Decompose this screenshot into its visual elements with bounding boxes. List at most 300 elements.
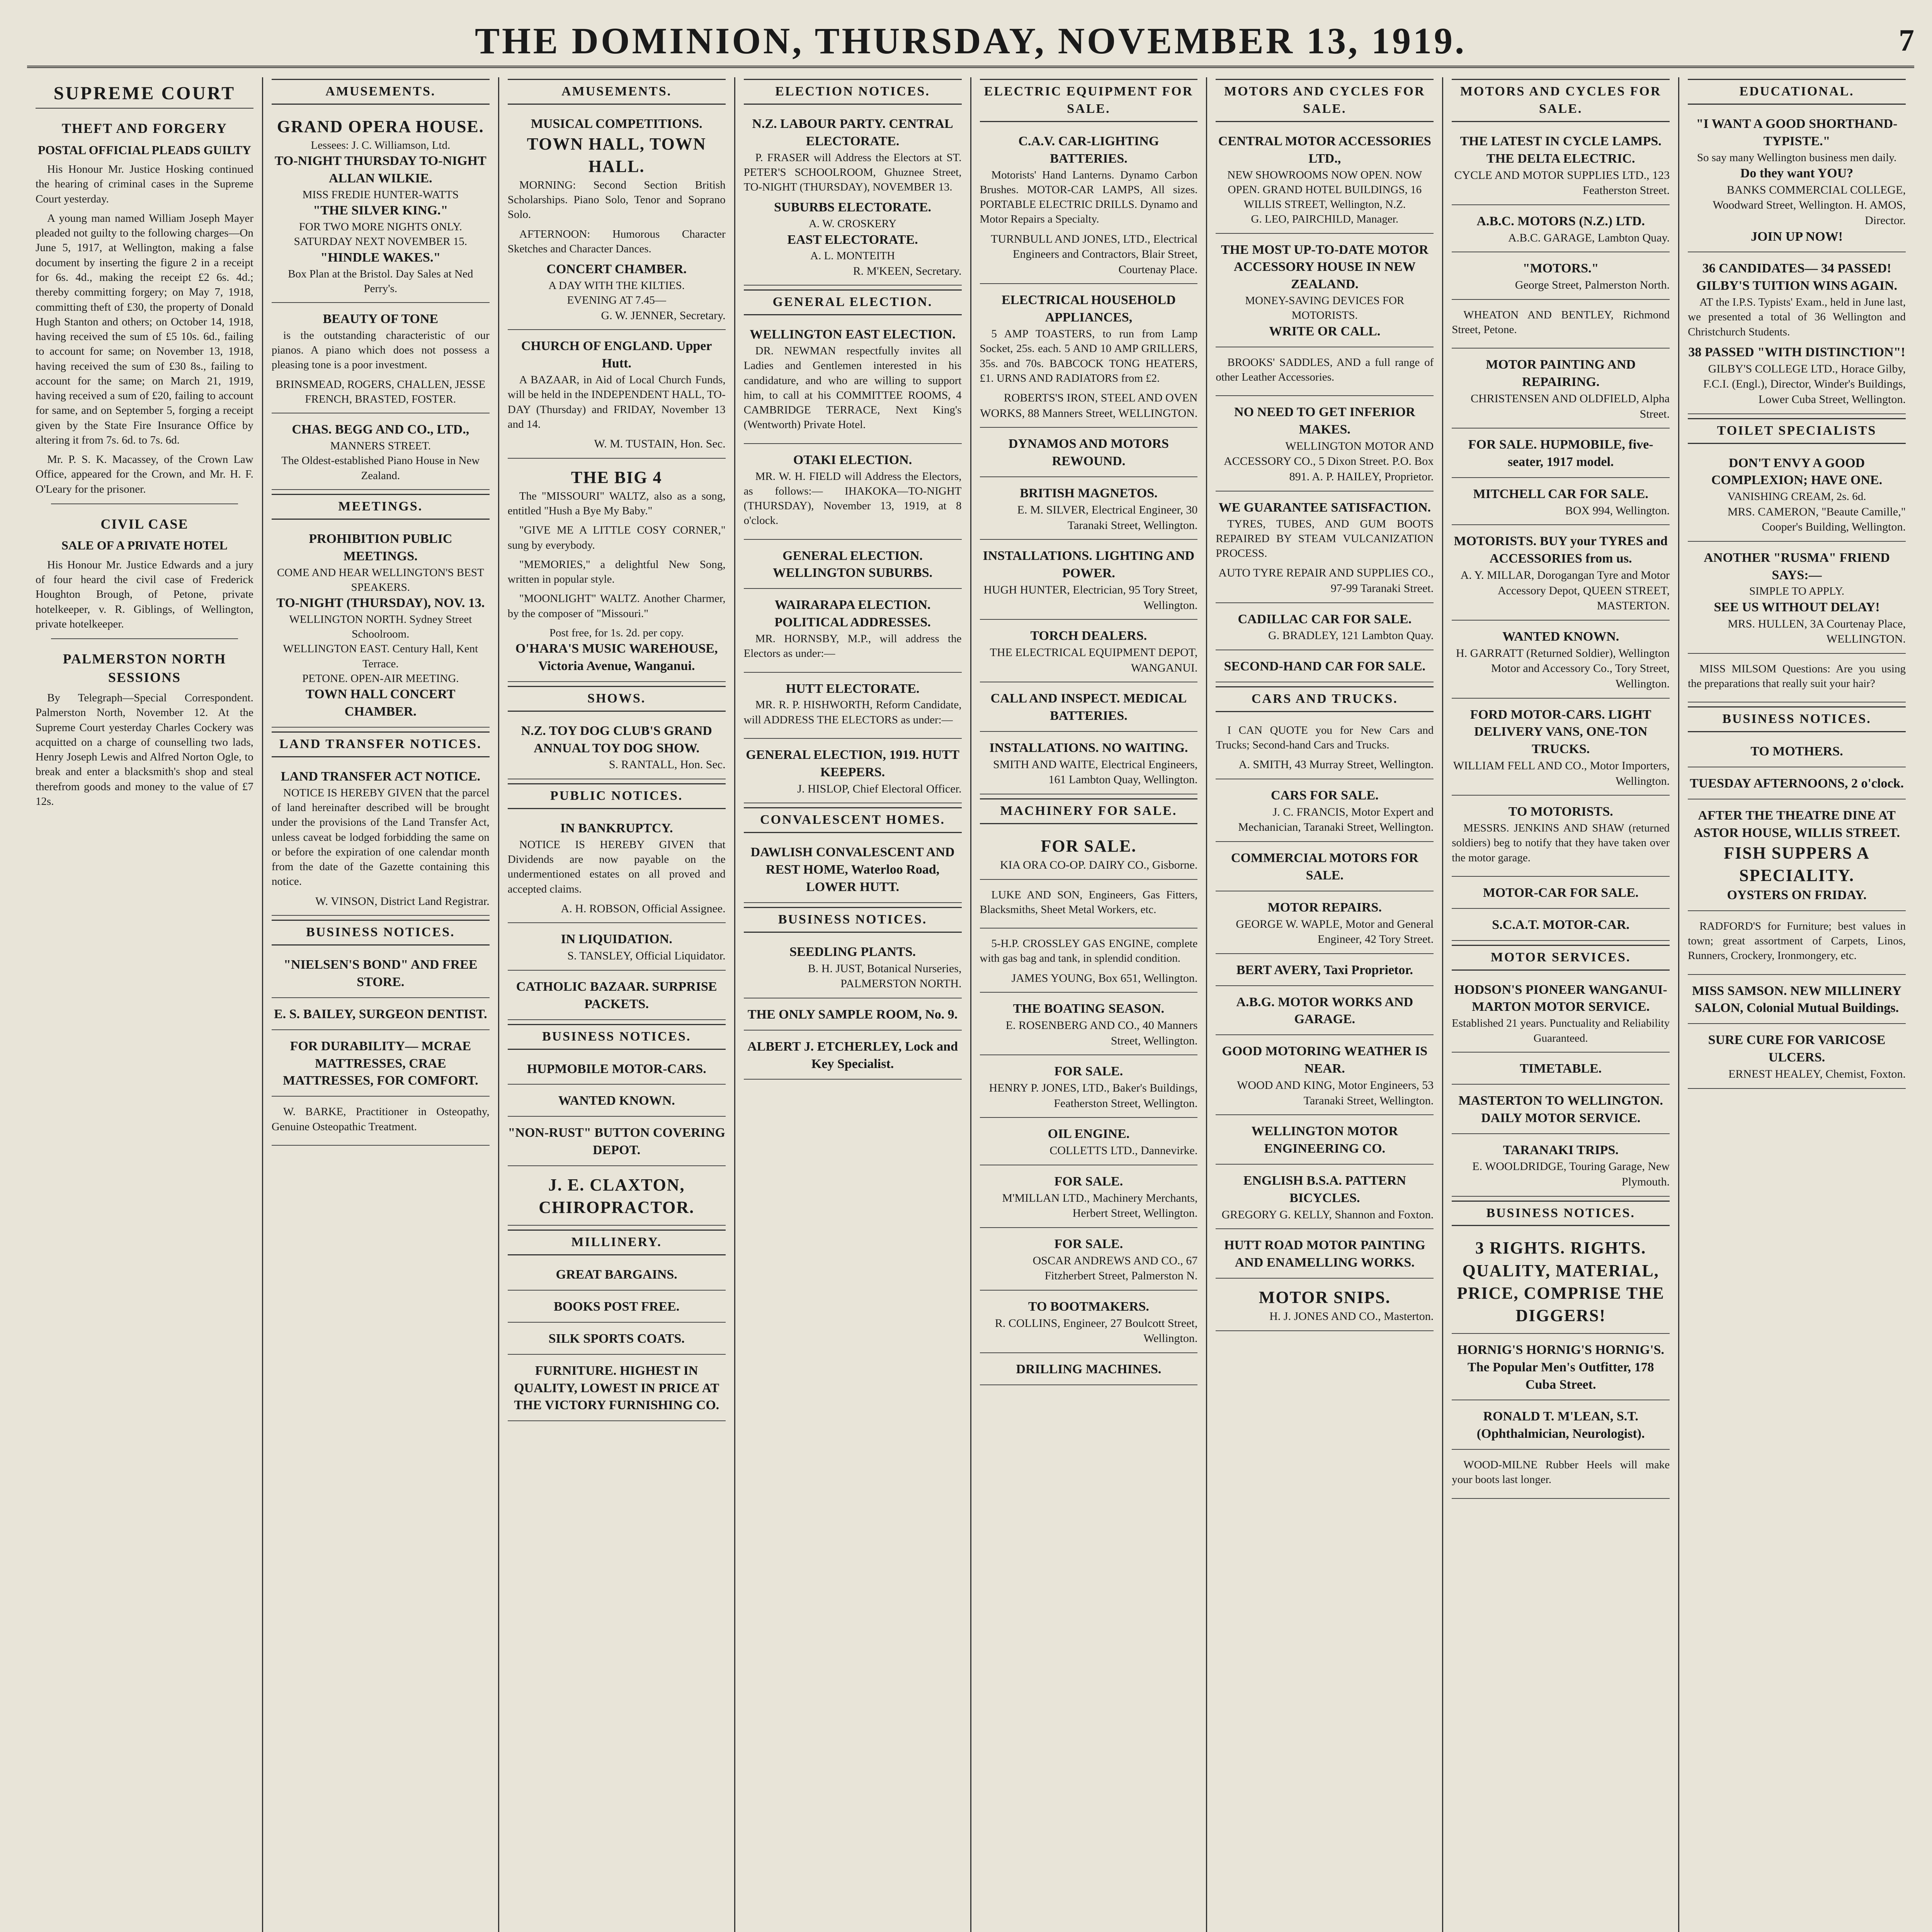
ad-title: J. E. CLAXTON, CHIROPRACTOR. [539, 1175, 695, 1217]
ad-body: 5-H.P. CROSSLEY GAS ENGINE, complete with gas bag and tank, in splendid condition. [980, 937, 1198, 965]
ad-line: BRINSMEAD, ROGERS, CHALLEN, JESSE FRENCH, BRASTED, FOSTER. [276, 378, 486, 405]
advertisement [272, 112, 490, 303]
ad-body: NOTICE IS HEREBY GIVEN that Dividends are now payable on the undermentioned estates on all proved and accepted claims. [507, 838, 726, 895]
ad-line: EAST ELECTORATE. [787, 232, 918, 247]
column-header: GENERAL ELECTION. [744, 289, 962, 315]
ad-line: WELLINGTON EAST. Century Hall, Kent Terrace. [283, 643, 478, 670]
advertisement [1688, 979, 1906, 1024]
ad-title: "I WANT A GOOD SHORTHAND-TYPISTE." [1696, 116, 1898, 148]
ad-title: DAWLISH CONVALESCENT AND REST HOME, Waterloo Road, LOWER HUTT. [750, 845, 955, 894]
column-header: TOILET SPECIALISTS [1688, 418, 1906, 444]
ad-signature: E. ROSENBERG AND CO., 40 Manners Street, Wellington. [1005, 1019, 1198, 1047]
ad-title: C.A.V. CAR-LIGHTING BATTERIES. [1018, 134, 1159, 166]
column-header: MOTOR SERVICES. [1452, 945, 1670, 971]
advertisement [272, 764, 490, 916]
advertisement [1216, 495, 1434, 603]
ad-line: Do they want YOU? [1740, 166, 1854, 180]
ad-title: MOTOR-CAR FOR SALE. [1483, 885, 1639, 900]
ad-signature: S. RANTALL, Hon. Sec. [609, 758, 726, 771]
ad-title: MASTERTON TO WELLINGTON. DAILY MOTOR SERVICE. [1458, 1093, 1663, 1125]
ad-title: TUESDAY AFTERNOONS, 2 o'clock. [1690, 776, 1904, 791]
ad-title: CADILLAC CAR FOR SALE. [1238, 612, 1412, 626]
ad-signature: WELLINGTON MOTOR AND ACCESSORY CO., 5 Dixon Street. P.O. Box 891. A. P. HAILEY, Proprietor. [1224, 439, 1434, 483]
column-electric-equipment [971, 77, 1208, 1932]
ad-line: A DAY WITH THE KILTIES. [548, 279, 685, 292]
ad-title: CALL AND INSPECT. MEDICAL BATTERIES. [990, 691, 1187, 723]
ad-body: 5 AMP TOASTERS, to run from Lamp Socket, 25s. each. 5 AND 10 AMP GRILLERS, 35s. and 70s. BABCOCK TONG HEATERS, £1. URNS AND RADIATORS from £2. [980, 328, 1198, 384]
column-header: PUBLIC NOTICES. [508, 783, 726, 809]
ad-signature: A. SMITH, 43 Murray Street, Wellington. [1238, 758, 1434, 771]
ad-title: HUTT ROAD MOTOR PAINTING AND ENAMELLING WORKS. [1224, 1238, 1425, 1270]
ad-line: "THE SILVER KING." [313, 203, 448, 218]
ad-signature: M'MILLAN LTD., Machinery Merchants, Herbert Street, Wellington. [1002, 1191, 1198, 1220]
advertisement [508, 1057, 726, 1085]
advertisement [1216, 958, 1434, 986]
ad-title: SEEDLING PLANTS. [789, 944, 916, 959]
advertisement [1452, 256, 1670, 299]
advertisement [744, 112, 962, 286]
ad-title: CATHOLIC BAZAAR. SURPRISE PACKETS. [516, 979, 717, 1011]
ad-title: THE BIG 4 [571, 468, 662, 487]
ad-body: BROOKS' SADDLES, AND a full range of other Leather Accessories. [1216, 356, 1434, 383]
ad-title: MOTOR SNIPS. [1259, 1288, 1391, 1307]
ad-title: LAND TRANSFER ACT NOTICE. [281, 769, 481, 784]
column-header: CARS AND TRUCKS. [1216, 686, 1434, 712]
advertisement [744, 840, 962, 903]
ad-body: P. FRASER will Address the Electors at ST. PETER'S SCHOOLROOM, Ghuznee Street, TO-NIGHT (THURSDAY), NOVEMBER 13. [743, 151, 962, 194]
ad-title: GENERAL ELECTION, 1919. HUTT KEEPERS. [746, 748, 959, 779]
advertisement [508, 975, 726, 1020]
advertisement [980, 544, 1198, 620]
ad-title: ANOTHER "RUSMA" FRIEND SAYS:— [1704, 550, 1890, 582]
article-subheading: SALE OF A PRIVATE HOTEL [61, 538, 228, 553]
ad-signature: GEORGE W. WAPLE, Motor and General Engineer, 42 Tory Street. [1236, 917, 1434, 946]
column-header: BUSINESS NOTICES. [1452, 1201, 1670, 1226]
advertisement [1452, 1454, 1670, 1499]
section-heading: SUPREME COURT [36, 81, 253, 109]
ad-signature: SMITH AND WAITE, Electrical Engineers, 161 Lambton Quay, Wellington. [993, 758, 1198, 786]
ad-title: THE BOATING SEASON. [1013, 1002, 1165, 1016]
advertisement [1452, 1088, 1670, 1134]
ad-body: TYRES, TUBES, AND GUM BOOTS REPAIRED BY STEAM VULCANIZATION PROCESS. [1216, 517, 1434, 560]
ad-signature: OSCAR ANDREWS AND CO., 67 Fitzherbert Street, Palmerston N. [1032, 1254, 1198, 1282]
ad-title: AFTER THE THEATRE DINE AT ASTOR HOUSE, WILLIS STREET. [1694, 808, 1900, 840]
advertisement [508, 1359, 726, 1422]
ad-signature: HENRY P. JONES, LTD., Baker's Buildings, Featherston Street, Wellington. [989, 1082, 1198, 1110]
advertisement [744, 1002, 962, 1031]
advertisement [1452, 482, 1670, 525]
advertisement [272, 307, 490, 413]
column-header: LAND TRANSFER NOTICES. [272, 731, 490, 757]
column-header: MILLINERY. [508, 1230, 726, 1255]
ad-signature: WILLIAM FELL AND CO., Motor Importers, Wellington. [1453, 759, 1670, 787]
advertisement [744, 593, 962, 672]
advertisement [744, 743, 962, 803]
ad-title: WELLINGTON MOTOR ENGINEERING CO. [1251, 1124, 1398, 1156]
ad-title: GENERAL ELECTION. WELLINGTON SUBURBS. [772, 548, 933, 580]
ad-signature: HUGH HUNTER, Electrician, 95 Tory Street, Wellington. [983, 583, 1198, 612]
column-amusements-2 [499, 77, 735, 1932]
ad-title: TIMETABLE. [1520, 1061, 1602, 1076]
ad-line: So say many Wellington business men daily. [1697, 151, 1897, 164]
ad-signature: George Street, Palmerston North. [1515, 279, 1670, 292]
ad-title: TO MOTORISTS. [1508, 804, 1613, 819]
ad-line: EVENING AT 7.45— [567, 294, 666, 307]
advertisement [1216, 1039, 1434, 1115]
article-paragraph: Mr. P. S. K. Macassey, of the Crown Law Office, appeared for the Crown, and Mr. H. F. O'Leary for the prisoner. [36, 453, 253, 495]
ad-signature: GREGORY G. KELLY, Shannon and Foxton. [1221, 1208, 1434, 1221]
ad-title: FORD MOTOR-CARS. LIGHT DELIVERY VANS, ONE-TON TRUCKS. [1470, 707, 1651, 757]
masthead [27, 15, 1914, 68]
ad-line: FISH SUPPERS A SPECIALITY. [1724, 843, 1870, 885]
column-supreme-court [27, 77, 263, 1932]
ad-signature: R. M'KEEN, Secretary. [853, 264, 962, 277]
ad-line: JOIN UP NOW! [1751, 229, 1843, 244]
advertisement [980, 932, 1198, 993]
advertisement [1452, 881, 1670, 909]
ad-title: 3 RIGHTS. RIGHTS. QUALITY, MATERIAL, PRICE, COMPRISE THE DIGGERS! [1457, 1238, 1665, 1325]
ad-signature: J. HISLOP, Chief Electoral Officer. [797, 782, 962, 795]
ad-title: MUSICAL COMPETITIONS. [531, 116, 702, 131]
advertisement [980, 1169, 1198, 1228]
ad-title: DRILLING MACHINES. [1016, 1362, 1162, 1376]
column-amusements-1 [263, 77, 499, 1932]
ad-signature: ERNEST HEALEY, Chemist, Foxton. [1728, 1068, 1906, 1081]
ad-title: GRAND OPERA HOUSE. [277, 117, 484, 136]
article-paragraph: His Honour Mr. Justice Hosking continued the hearing of criminal cases in the Supreme Court yesterday. [36, 163, 253, 205]
ad-line: SEE US WITHOUT DELAY! [1714, 600, 1880, 614]
advertisement [508, 1088, 726, 1117]
ad-title: CENTRAL MOTOR ACCESSORIES LTD., [1218, 134, 1431, 166]
ad-title: HORNIG'S HORNIG'S HORNIG'S. The Popular Men's Outfitter, 178 Cuba Street. [1457, 1342, 1664, 1392]
ad-signature: COLLETTS LTD., Dannevirke. [1049, 1144, 1198, 1157]
advertisement [1452, 529, 1670, 621]
ad-signature: BANKS COMMERCIAL COLLEGE, Woodward Street, Wellington. H. AMOS, Director. [1713, 183, 1906, 227]
advertisement [1688, 256, 1906, 414]
ad-line: "HINDLE WAKES." [320, 250, 441, 265]
advertisement [1688, 739, 1906, 767]
ad-title: FOR DURABILITY— MCRAE MATTRESSES, CRAE MATTRESSES, FOR COMFORT. [282, 1039, 478, 1088]
ad-line: TO-NIGHT (THURSDAY), NOV. 13. [276, 596, 485, 611]
ad-line: ALLAN WILKIE. [328, 171, 432, 186]
ad-body: NOTICE IS HEREBY GIVEN that the parcel of land hereinafter described will be brought under the provisions of the Land Transfer Act, unless caveat be lodged forbidding the same on or before the expiration of one calendar month from the date of the Gazette containing this notice. [271, 786, 490, 888]
column-header: BUSINESS NOTICES. [1688, 706, 1906, 732]
column-header: MEETINGS. [272, 494, 490, 520]
advertisement [1688, 546, 1906, 654]
ad-signature: H. J. JONES AND CO., Masterton. [1269, 1310, 1434, 1323]
ad-line: SUBURBS ELECTORATE. [774, 200, 931, 215]
ad-title: WANTED KNOWN. [1502, 629, 1619, 644]
ad-line: TOWN HALL CONCERT CHAMBER. [306, 687, 456, 719]
advertisement [1216, 719, 1434, 779]
ad-title: ENGLISH B.S.A. PATTERN BICYCLES. [1243, 1173, 1406, 1205]
column-header: BUSINESS NOTICES. [508, 1024, 726, 1050]
ad-title: PROHIBITION PUBLIC MEETINGS. [309, 531, 452, 563]
ad-title: THE LATEST IN CYCLE LAMPS. THE DELTA ELECTRIC. [1460, 134, 1662, 166]
advertisement [1688, 803, 1906, 911]
advertisement [1452, 1056, 1670, 1085]
column-header: ELECTRIC EQUIPMENT FOR SALE. [980, 79, 1198, 122]
ad-title: NO NEED TO GET INFERIOR MAKES. [1234, 405, 1415, 437]
ad-title: S.C.A.T. MOTOR-CAR. [1492, 917, 1630, 932]
advertisement [1216, 1282, 1434, 1331]
advertisement [508, 112, 726, 330]
ad-title: BEAUTY OF TONE [323, 312, 439, 327]
divider [51, 638, 238, 639]
advertisement [1452, 352, 1670, 429]
advertisement [1216, 400, 1434, 492]
advertisement [980, 1059, 1198, 1118]
masthead-title: THE DOMINION, THURSDAY, NOVEMBER 13, 1919. [474, 20, 1467, 61]
ad-title: MISS SAMSON. NEW MILLINERY SALON, Colonial Mutual Buildings. [1692, 983, 1902, 1015]
ad-signature: AUTO TYRE REPAIR AND SUPPLIES CO., 97-99 Taranaki Street. [1218, 566, 1434, 595]
ad-body: Motorists' Hand Lanterns. Dynamo Carbon Brushes. MOTOR-CAR LAMPS, All sizes. PORTABLE ELECTRIC DRILLS. Dynamo and Motor Repairs a Specialty. [980, 168, 1198, 226]
advertisement [508, 463, 726, 682]
ad-title: RONALD T. M'LEAN, S.T. (Ophthalmician, Neurologist). [1476, 1409, 1645, 1441]
ad-title: INSTALLATIONS. NO WAITING. [989, 740, 1188, 755]
column-header: SHOWS. [508, 686, 726, 712]
advertisement [272, 417, 490, 490]
advertisement [508, 1262, 726, 1291]
advertisement [980, 736, 1198, 794]
ad-body: MR. W. H. FIELD will Address the Electors, as follows:— IHAKOKA—TO-NIGHT (THURSDAY), November 13, 1919, at 8 o'clock. [743, 470, 962, 527]
column-header: CONVALESCENT HOMES. [744, 807, 962, 833]
advertisement [1452, 209, 1670, 252]
advertisement [1688, 915, 1906, 975]
advertisement [1216, 783, 1434, 842]
ad-signature: G. W. JENNER, Secretary. [601, 309, 726, 322]
ad-line: VANISHING CREAM, 2s. 6d. [1727, 490, 1866, 503]
ad-title: TARANAKI TRIPS. [1503, 1143, 1619, 1157]
ad-title: TO BOOTMAKERS. [1028, 1299, 1149, 1314]
advertisement [744, 940, 962, 998]
ad-line: POLITICAL ADDRESSES. [774, 615, 931, 630]
article-heading: THEFT AND FORGERY [61, 121, 227, 136]
ad-title: BERT AVERY, Taxi Proprietor. [1236, 963, 1413, 977]
ad-body: MORNING: Second Section British Scholarships. Piano Solo, Tenor and Soprano Solo. [507, 179, 726, 221]
column-header: EDUCATIONAL. [1688, 79, 1906, 105]
ad-title: CHURCH OF ENGLAND. Upper Hutt. [521, 339, 712, 371]
ad-body: LUKE AND SON, Engineers, Gas Fitters, Blacksmiths, Sheet Metal Workers, etc. [980, 888, 1198, 916]
ad-title: FURNITURE. HIGHEST IN QUALITY, LOWEST IN PRICE AT THE VICTORY FURNISHING CO. [514, 1363, 719, 1413]
column-header: ELECTION NOTICES. [744, 79, 962, 105]
ad-title: BRITISH MAGNETOS. [1020, 486, 1158, 501]
ad-line: FOR TWO MORE NIGHTS ONLY. SATURDAY NEXT NOVEMBER 15. [294, 221, 468, 248]
article-paragraph: His Honour Mr. Justice Edwards and a jury of four heard the civil case of Frederick Houghton Brough, of Petone, private hotelkeeper, v. R. Giblings, of Wellington, private hotelkeeper. [36, 558, 253, 630]
ad-body: "MEMORIES," a delightful New Song, written in popular style. [507, 558, 726, 586]
advertisement [508, 1327, 726, 1355]
ad-body: W. BARKE, Practitioner in Osteopathy, Genuine Osteopathic Treatment. [271, 1105, 490, 1133]
advertisement [508, 1294, 726, 1323]
ad-title: FOR SALE. [1054, 1174, 1123, 1189]
advertisement [1216, 1233, 1434, 1279]
advertisement [980, 1122, 1198, 1165]
advertisement [1688, 771, 1906, 799]
ad-signature: JAMES YOUNG, Box 651, Wellington. [1011, 971, 1198, 985]
column-header: BUSINESS NOTICES. [744, 907, 962, 933]
advertisement [1452, 913, 1670, 941]
advertisement [1688, 112, 1906, 253]
ad-body: MESSRS. JENKINS AND SHAW (returned soldiers) beg to notify that they have taken over the motor garage. [1452, 822, 1670, 864]
ad-title: DYNAMOS AND MOTORS REWOUND. [1008, 437, 1169, 469]
ad-title: "MOTORS." [1522, 261, 1599, 276]
ad-signature: CYCLE AND MOTOR SUPPLIES LTD., 123 Featherston Street. [1454, 168, 1670, 197]
advertisement [1452, 304, 1670, 349]
ad-title: HUPMOBILE MOTOR-CARS. [527, 1061, 706, 1076]
ad-title: WANTED KNOWN. [558, 1094, 675, 1108]
ad-title: MOTOR PAINTING AND REPAIRING. [1486, 357, 1636, 389]
ad-title: MOTORISTS. BUY your TYRES and ACCESSORIES from us. [1454, 534, 1668, 566]
ad-title: OIL ENGINE. [1048, 1127, 1130, 1141]
divider [51, 503, 238, 504]
ad-title: TO MOTHERS. [1750, 744, 1843, 759]
ad-signature: MRS. CAMERON, "Beaute Camille," Cooper's Building, Wellington. [1727, 505, 1906, 534]
column-header: MOTORS AND CYCLES FOR SALE. [1452, 79, 1670, 122]
ad-title: FOR SALE. [1054, 1236, 1123, 1251]
ad-title: N.Z. TOY DOG CLUB'S GRAND ANNUAL TOY DOG SHOW. [521, 723, 712, 755]
ad-title: MITCHELL CAR FOR SALE. [1473, 486, 1648, 501]
advertisement [1688, 658, 1906, 703]
ad-title: COMMERCIAL MOTORS FOR SALE. [1231, 850, 1418, 883]
ad-body: "GIVE ME A LITTLE COSY CORNER," sung by everybody. [507, 524, 726, 551]
advertisement [1452, 129, 1670, 205]
ad-line: A. W. CROSKERY [808, 218, 897, 230]
column-motors-1 [1207, 77, 1443, 1932]
ad-title: ELECTRICAL HOUSEHOLD APPLIANCES, [1002, 293, 1176, 325]
advertisement [1452, 799, 1670, 877]
advertisement [744, 1034, 962, 1080]
advertisement [508, 1170, 726, 1226]
ad-title: N.Z. LABOUR PARTY. CENTRAL ELECTORATE. [752, 116, 953, 148]
ad-body: "MOONLIGHT" WALTZ. Another Charmer, by the composer of "Missouri." [507, 592, 726, 620]
advertisement [1216, 238, 1434, 347]
advertisement [980, 997, 1198, 1055]
ad-body: RADFORD'S for Furniture; best values in town; great assortment of Carpets, Linos, Runners, Crockery, Ironmongery, etc. [1688, 920, 1906, 962]
advertisement [744, 544, 962, 589]
article-paragraph: By Telegraph—Special Correspondent. Palmerston North, November 12. At the Supreme Court yesterday Charles Cockery was acquitted on a charge of counselling two lads, Henry Joseph Lewis and Alfred Norton Ogle, to break and enter a blacksmith's shop and steal therefrom goods and money to the value of £7 12s. [36, 692, 253, 808]
ad-body: DR. NEWMAN respectfully invites all Ladies and Gentlemen interested in his candidature, and who are willing to support him, to call at his COMMITTEE ROOMS, 4 CAMBRIDGE TERRACE, Next King's (Wentworth) Private Hotel. [743, 345, 962, 431]
column-motors-2 [1443, 77, 1679, 1932]
ad-signature: S. TANSLEY, Official Liquidator. [567, 949, 726, 963]
ad-title: OTAKI ELECTION. [793, 452, 912, 467]
ad-signature: E. M. SILVER, Electrical Engineer, 30 Taranaki Street, Wellington. [1017, 503, 1198, 532]
ad-line: G. LEO, PAIRCHILD, Manager. [1251, 213, 1399, 226]
column-header: AMUSEMENTS. [272, 79, 490, 105]
ad-body: MISS MILSOM Questions: Are you using the preparations that really suit your hair? [1688, 662, 1906, 690]
ad-line: MONEY-SAVING DEVICES FOR MOTORISTS. [1245, 294, 1405, 322]
advertisement [1216, 129, 1434, 234]
ad-title: SECOND-HAND CAR FOR SALE. [1224, 659, 1425, 673]
ad-title: HODSON'S PIONEER WANGANUI-MARTON MOTOR SERVICE. [1454, 982, 1667, 1014]
ad-title: "NIELSEN'S BOND" AND FREE STORE. [284, 957, 478, 989]
ad-line: MISS FREDIE HUNTER-WATTS [302, 188, 459, 201]
advertisement [508, 1121, 726, 1166]
ad-title: WAIRARAPA ELECTION. [774, 598, 931, 612]
ad-line: OYSTERS ON FRIDAY. [1727, 888, 1867, 902]
advertisement [272, 527, 490, 728]
advertisement [508, 927, 726, 970]
advertisement [980, 884, 1198, 929]
ad-body: I CAN QUOTE you for New Cars and Trucks; Second-hand Cars and Trucks. [1216, 724, 1434, 751]
ad-signature: ROBERTS'S IRON, STEEL AND OVEN WORKS, 88 Manners Street, WELLINGTON. [980, 391, 1198, 420]
column-header: MOTORS AND CYCLES FOR SALE. [1216, 79, 1434, 122]
ad-title: THE MOST UP-TO-DATE MOTOR ACCESSORY HOUSE IN NEW ZEALAND. [1221, 242, 1429, 292]
ad-signature: A. Y. MILLAR, Dorogangan Tyre and Motor Accessory Depot, QUEEN STREET, MASTERTON. [1460, 569, 1670, 612]
advertisement [980, 288, 1198, 428]
ad-signature: H. GARRATT (Returned Soldier), Wellington Motor and Accessory Co., Tory Street, Wellington. [1456, 646, 1670, 690]
article-paragraph: A young man named William Joseph Mayer pleaded not guilty to the following charges—On June 5, 1917, at Wellington, making a false document by inserting the figure 2 in a receipt for 6s. 4d., making the receipt £2 6s. 4d.; thereby committing forgery; on May 7, 1918, committing theft of £30, the property of Donald Hugh Stanton and others; on October 14, 1918, having received the sum of £5 10s. 6d., failing to account for same; on November 13, 1918, having received the sum of £30 8s., failing to account for the same; on March 21, 1919, having received a sum of £20, failing to account for same, and on September 5, forging a receipt given by the State Fire Insurance Office by altering it from 7s. 6d. to 7s. 6d. [36, 212, 253, 446]
ad-signature: MRS. HULLEN, 3A Courtenay Place, WELLINGTON. [1728, 617, 1906, 646]
ad-signature: G. BRADLEY, 121 Lambton Quay. [1268, 629, 1434, 642]
advertisement [1216, 846, 1434, 891]
advertisement [980, 1294, 1198, 1353]
ad-title: HUTT ELECTORATE. [786, 681, 920, 696]
advertisement [744, 322, 962, 444]
ad-line: TO-NIGHT THURSDAY TO-NIGHT [274, 154, 486, 168]
ad-signature: O'HARA'S MUSIC WAREHOUSE, Victoria Avenue, Wanganui. [515, 641, 718, 673]
ad-body: AT the I.P.S. Typists' Exam., held in June last, we presented a total of 36 Wellington and Christchurch Students. [1688, 296, 1906, 338]
advertisement [1452, 1138, 1670, 1197]
column-election-notices [735, 77, 971, 1932]
ad-line: A. L. MONTEITH [810, 250, 895, 262]
advertisement [1452, 1233, 1670, 1333]
ad-title: SILK SPORTS COATS. [548, 1331, 685, 1346]
ad-title: A.B.G. MOTOR WORKS AND GARAGE. [1236, 995, 1413, 1027]
ad-signature: CHRISTENSEN AND OLDFIELD, Alpha Street. [1471, 392, 1670, 420]
advertisement [272, 1034, 490, 1097]
ad-title: SURE CURE FOR VARICOSE ULCERS. [1708, 1033, 1886, 1065]
article-heading: PALMERSTON NORTH SESSIONS [63, 651, 226, 685]
ad-line: SIMPLE TO APPLY. [1749, 585, 1845, 598]
ad-title: MOTOR REPAIRS. [1267, 900, 1382, 915]
ad-body: MR. R. P. HISHWORTH, Reform Candidate, will ADDRESS THE ELECTORS as under:— [743, 699, 962, 726]
ad-title: CARS FOR SALE. [1270, 788, 1379, 803]
advertisement [1216, 1168, 1434, 1229]
ad-line: Lessees: J. C. Williamson, Ltd. [311, 139, 451, 151]
column-header: BUSINESS NOTICES. [272, 920, 490, 946]
ad-title: E. S. BAILEY, SURGEON DENTIST. [274, 1007, 487, 1021]
ad-body: WHEATON AND BENTLEY, Richmond Street, Petone. [1452, 308, 1670, 336]
ad-title: DON'T ENVY A GOOD COMPLEXION; HAVE ONE. [1711, 456, 1883, 488]
advertisement [1688, 1028, 1906, 1088]
ad-line: MANNERS STREET. [330, 440, 431, 452]
ad-line: TOWN HALL, TOWN HALL. [527, 134, 706, 176]
advertisement [508, 334, 726, 458]
ad-title: INSTALLATIONS. LIGHTING AND POWER. [983, 549, 1195, 581]
ad-signature: B. H. JUST, Botanical Nurseries, PALMERSTON NORTH. [808, 962, 962, 990]
ad-line: PETONE. OPEN-AIR MEETING. [302, 672, 459, 685]
columns [27, 77, 1914, 1932]
advertisement [1216, 1119, 1434, 1165]
ad-line: Post free, for 1s. 2d. per copy. [549, 626, 684, 639]
ad-body: WOOD-MILNE Rubber Heels will make your boots last longer. [1452, 1459, 1670, 1486]
ad-signature: E. WOOLDRIDGE, Touring Garage, New Plymouth. [1472, 1160, 1670, 1188]
ad-title: FOR SALE. [1041, 836, 1137, 855]
advertisement [980, 624, 1198, 682]
ad-title: "NON-RUST" BUTTON COVERING DEPOT. [508, 1126, 725, 1158]
ad-title: 36 CANDIDATES— 34 PASSED! GILBY'S TUITION WINS AGAIN. [1696, 261, 1898, 293]
column-header: AMUSEMENTS. [508, 79, 726, 105]
advertisement [272, 1100, 490, 1146]
advertisement [1452, 1338, 1670, 1401]
advertisement [1216, 990, 1434, 1036]
ad-line: COME AND HEAR WELLINGTON'S BEST SPEAKERS. [277, 566, 484, 594]
ad-line: 38 PASSED "WITH DISTINCTION"! [1688, 345, 1905, 359]
ad-line: CONCERT CHAMBER. [546, 262, 687, 277]
article-heading: CIVIL CASE [100, 516, 189, 532]
ad-body: is the outstanding characteristic of our pianos. A piano which does not possess a pleasing tone is a poor investment. [271, 329, 490, 371]
ad-title: WE GUARANTEE SATISFACTION. [1218, 500, 1431, 515]
